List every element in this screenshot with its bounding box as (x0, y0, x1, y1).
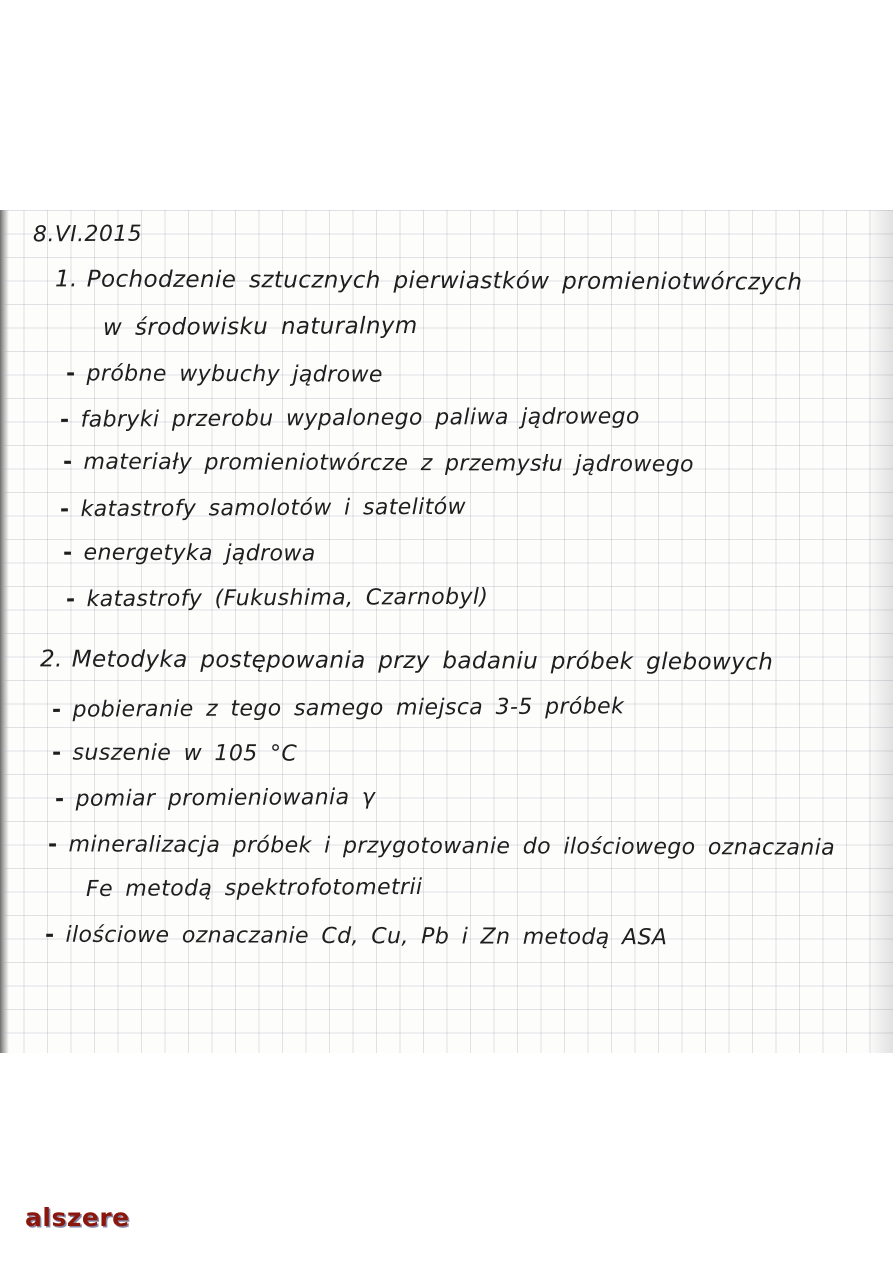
section1-subtitle: w środowisku naturalnym (102, 313, 418, 341)
bullet-dash: - (44, 922, 55, 948)
section2-number: 2. (39, 646, 63, 673)
section2-title: Metodyka postępowania przy badaniu próbek glebowych (71, 646, 774, 676)
bullet-line (52, 694, 624, 722)
bullet-text: pobieranie z tego samego miejsca 3-5 próbek (72, 694, 625, 723)
bullet-text: katastrofy samolotów i satelitów (80, 494, 467, 523)
bullet-dash: - (59, 407, 70, 433)
bullet-dash: - (51, 697, 62, 723)
bullet-dash: - (65, 361, 76, 387)
bullet-text: katastrofy (Fukushima, Czarnobyl) (86, 584, 489, 613)
bullet-dash: - (47, 832, 58, 858)
section1-heading (55, 266, 802, 295)
bullet-line (63, 450, 694, 478)
bullet-text: pomiar promieniowania γ (75, 785, 376, 812)
section2-heading (40, 646, 773, 675)
bullet-dash: - (62, 540, 73, 566)
bullet-text: próbne wybuchy jądrowe (86, 361, 383, 388)
bullet-text: fabryki przerobu wypalonego paliwa jądrowego (80, 404, 640, 433)
section1-number: 1. (54, 266, 78, 293)
date-line: 8.VI.2015 (32, 221, 143, 248)
bullet-line (60, 495, 466, 522)
paper-curl-shadow (867, 210, 893, 1053)
bullet-text: suszenie w 105 °C (72, 740, 298, 767)
bullet-text: mineralizacja próbek i przygotowanie do ilościowego oznaczania (68, 832, 836, 861)
bullet-text: energetyka jądrowa (83, 540, 316, 567)
squared-paper (0, 210, 893, 1053)
watermark-text: alszere (25, 1203, 130, 1232)
bullet-line (63, 540, 316, 566)
paper-torn-left-edge (0, 210, 9, 1053)
bullet-line (55, 785, 375, 812)
bullet-line (45, 923, 667, 951)
bullet-dash: - (62, 449, 73, 475)
section1-title: Pochodzenie sztucznych pierwiastków promieniotwórczych (86, 266, 803, 296)
bullet-dash: - (59, 497, 70, 523)
bullet-line (52, 740, 297, 766)
bullet-dash: - (54, 786, 65, 812)
bullet-continuation-line: Fe metodą spektrofotometrii (85, 874, 423, 903)
bullet-line (66, 361, 383, 387)
bullet-dash: - (51, 740, 62, 766)
bullet-line (66, 585, 488, 613)
bullet-line (48, 832, 835, 860)
bullet-line (60, 404, 640, 433)
bullet-text: ilościowe oznaczanie Cd, Cu, Pb i Zn metodą ASA (65, 922, 668, 951)
bullet-dash: - (65, 587, 76, 613)
bullet-text: materiały promieniotwórcze z przemysłu jądrowego (83, 449, 695, 478)
